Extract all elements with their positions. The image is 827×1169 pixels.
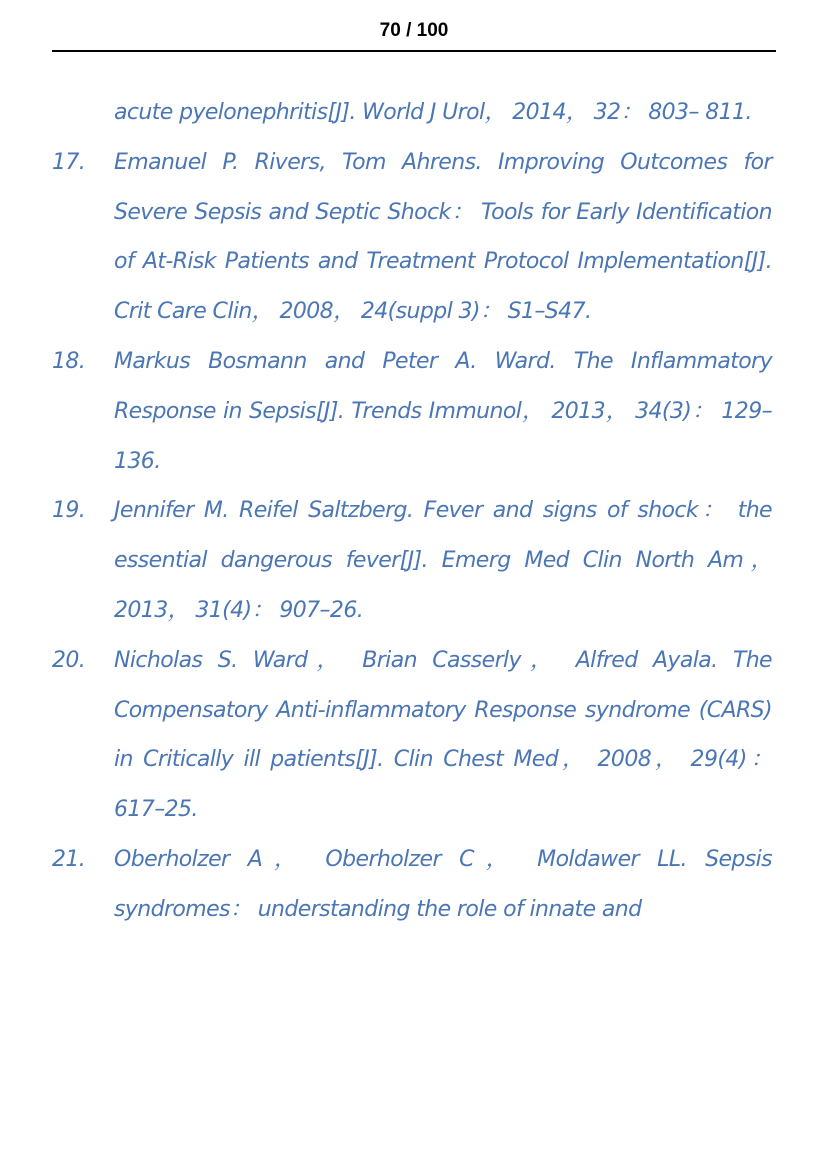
reference-text: Oberholzer A， Oberholzer C， Moldawer LL. Sepsis syndromes： understanding the role of innate and	[114, 846, 772, 922]
reference-number: 21.	[52, 846, 86, 872]
reference-item	[52, 138, 772, 337]
reference-number: 17.	[52, 149, 86, 175]
reference-number: 20.	[52, 647, 86, 673]
reference-item	[52, 636, 772, 835]
reference-text: acute pyelonephritis[J]. World J Urol， 2014， 32： 803– 811.	[114, 100, 752, 125]
reference-number: 19.	[52, 498, 86, 524]
reference-item	[52, 835, 772, 935]
reference-item	[52, 88, 772, 138]
reference-number: 18.	[52, 348, 86, 374]
page-header	[52, 14, 776, 52]
reference-text: Markus Bosmann and Peter A. Ward. The Inflammatory Response in Sepsis[J]. Trends Immunol， 2013， 34(3)： 129–136.	[114, 348, 772, 474]
reference-item	[52, 337, 772, 486]
reference-text: Jennifer M. Reifel Saltzberg. Fever and signs of shock： the essential dangerous fever[J]. Emerg Med Clin North Am， 2013， 31(4)： 907–26.	[114, 498, 772, 623]
reference-item	[52, 486, 772, 635]
reference-text: Nicholas S. Ward， Brian Casserly， Alfred Ayala. The Compensatory Anti-inflammatory Response syndrome (CARS) in Critically ill patients[J]. Clin Chest Med， 2008， 29(4)： 617–25.	[114, 647, 772, 823]
page-indicator: 70 / 100	[379, 20, 449, 41]
reference-text: Emanuel P. Rivers, Tom Ahrens. Improving Outcomes for Severe Sepsis and Septic Shock： Tools for Early Identification of At-Risk Patients and Treatment Protocol Implementation[J]. Crit Care Clin， 2008， 24(suppl 3)： S1–S47.	[114, 149, 772, 325]
reference-list	[52, 88, 772, 935]
